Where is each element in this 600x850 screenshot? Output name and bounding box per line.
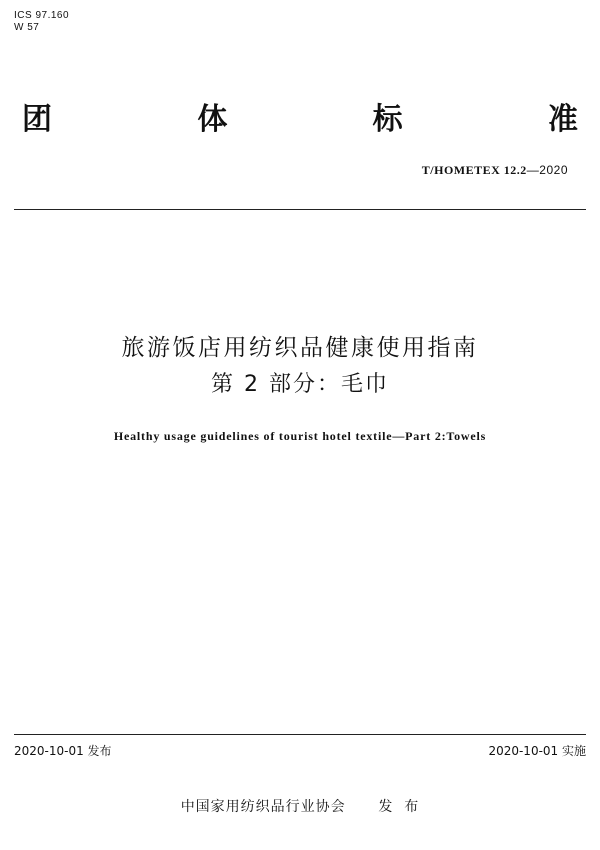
standard-number: [422, 163, 568, 178]
chinese-title: 旅游饭店用纺织品健康使用指南: [121, 335, 479, 361]
implementation-date: 2020-10-01 实施: [488, 744, 586, 758]
publisher-action: 发 布: [378, 799, 420, 815]
issue-date: 2020-10-01 发布: [14, 744, 112, 758]
classification-codes: [14, 10, 69, 34]
standard-type-char-1: 团: [22, 102, 52, 137]
english-title: Healthy usage guidelines of tourist hotel textile—Part 2:Towels: [113, 429, 487, 443]
ccs-code: W 57: [14, 22, 40, 33]
bottom-divider: [14, 734, 586, 735]
standard-type-heading: [22, 100, 578, 140]
ics-code: ICS 97.160: [14, 10, 70, 21]
standard-type-char-3: 标: [372, 102, 403, 137]
standard-type-char-2: 体: [197, 102, 228, 137]
standard-number-prefix: T/HOMETEX 12.2—: [421, 163, 540, 177]
top-divider: [14, 209, 586, 210]
standard-type-char-4: 准: [547, 102, 578, 137]
publisher-line: [0, 796, 600, 816]
standard-number-year: 2020: [539, 163, 568, 177]
publisher-organization: 中国家用纺织品行业协会: [180, 799, 346, 815]
chinese-subtitle: 第 2 部分：毛巾: [211, 372, 389, 397]
